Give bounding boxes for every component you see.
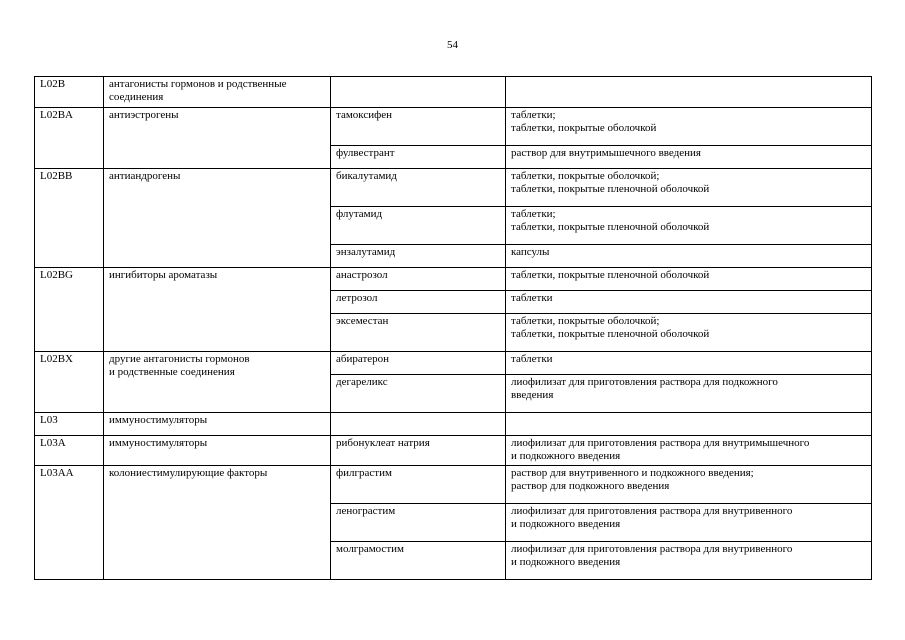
drug-name — [331, 413, 506, 436]
drug-classification-table — [34, 76, 872, 580]
group-name: иммуностимуляторы — [104, 436, 331, 466]
dosage-forms — [506, 268, 872, 291]
drug-name: бикалутамид — [331, 169, 506, 207]
group-name: ингибиторы ароматазы — [104, 268, 331, 352]
dosage-form-line: таблетки, покрытые пленочной оболочкой — [511, 221, 710, 233]
atc-code: L02BB — [35, 169, 104, 268]
table-row — [35, 413, 872, 436]
dosage-form-line: раствор для подкожного введения — [511, 480, 670, 492]
dosage-forms — [506, 291, 872, 314]
table-row — [35, 77, 872, 108]
atc-code: L02BA — [35, 108, 104, 169]
group-name: иммуностимуляторы — [104, 413, 331, 436]
atc-code: L02B — [35, 77, 104, 108]
dosage-form-line: лиофилизат для приготовления раствора для подкожного — [511, 376, 778, 388]
table-row — [35, 466, 872, 504]
dosage-form-line: таблетки; — [511, 109, 556, 121]
dosage-form-line: таблетки, покрытые пленочной оболочкой — [511, 183, 710, 195]
drug-name — [331, 77, 506, 108]
group-name-line: и родственные соединения — [109, 366, 235, 378]
dosage-form-line: таблетки, покрытые пленочной оболочкой — [511, 269, 710, 281]
dosage-form-line: капсулы — [511, 246, 550, 258]
drug-name: дегареликс — [331, 375, 506, 413]
dosage-forms — [506, 245, 872, 268]
dosage-forms — [506, 542, 872, 580]
table-row — [35, 268, 872, 291]
dosage-form-line: таблетки, покрытые оболочкой; — [511, 170, 660, 182]
drug-name: рибонуклеат натрия — [331, 436, 506, 466]
drug-name: тамоксифен — [331, 108, 506, 146]
drug-name: флутамид — [331, 207, 506, 245]
dosage-form-line: лиофилизат для приготовления раствора для внутривенного — [511, 543, 793, 555]
atc-code: L02BG — [35, 268, 104, 352]
table-row — [35, 169, 872, 207]
atc-code: L03AA — [35, 466, 104, 580]
group-name: антагонисты гормонов и родственные соединения — [104, 77, 331, 108]
dosage-form-line: и подкожного введения — [511, 518, 621, 530]
dosage-forms — [506, 108, 872, 146]
drug-name: молграмостим — [331, 542, 506, 580]
dosage-forms — [506, 436, 872, 466]
dosage-form-line: таблетки, покрытые оболочкой — [511, 122, 657, 134]
drug-name: анастрозол — [331, 268, 506, 291]
dosage-form-line: таблетки — [511, 292, 553, 304]
drug-name: эксеместан — [331, 314, 506, 352]
dosage-form-line: таблетки, покрытые пленочной оболочкой — [511, 328, 710, 340]
drug-name: летрозол — [331, 291, 506, 314]
dosage-form-line: таблетки — [511, 353, 553, 365]
drug-name: абиратерон — [331, 352, 506, 375]
dosage-forms — [506, 375, 872, 413]
atc-code: L02BX — [35, 352, 104, 413]
drug-name: фулвестрант — [331, 146, 506, 169]
drug-name: энзалутамид — [331, 245, 506, 268]
group-name — [104, 352, 331, 413]
table-row — [35, 352, 872, 375]
dosage-form-line: и подкожного введения — [511, 450, 621, 462]
dosage-form-line: введения — [511, 389, 554, 401]
dosage-forms — [506, 77, 872, 108]
dosage-forms — [506, 504, 872, 542]
table-row — [35, 108, 872, 146]
group-name: антиэстрогены — [104, 108, 331, 169]
group-name: антиандрогены — [104, 169, 331, 268]
drug-name: филграстим — [331, 466, 506, 504]
group-name: колониестимулирующие факторы — [104, 466, 331, 580]
dosage-forms — [506, 146, 872, 169]
atc-code: L03 — [35, 413, 104, 436]
dosage-forms — [506, 413, 872, 436]
dosage-forms — [506, 169, 872, 207]
group-name-line: другие антагонисты гормонов — [109, 353, 250, 365]
dosage-forms — [506, 352, 872, 375]
dosage-form-line: лиофилизат для приготовления раствора для внутривенного — [511, 505, 793, 517]
drug-name: ленограстим — [331, 504, 506, 542]
dosage-forms — [506, 314, 872, 352]
atc-code: L03A — [35, 436, 104, 466]
dosage-form-line: таблетки, покрытые оболочкой; — [511, 315, 660, 327]
table-row — [35, 436, 872, 466]
dosage-forms — [506, 466, 872, 504]
dosage-form-line: и подкожного введения — [511, 556, 621, 568]
dosage-form-line: раствор для внутримышечного введения — [511, 147, 701, 159]
dosage-forms — [506, 207, 872, 245]
page-number: 54 — [447, 39, 458, 51]
dosage-form-line: лиофилизат для приготовления раствора для внутримышечного — [511, 437, 810, 449]
dosage-form-line: таблетки; — [511, 208, 556, 220]
dosage-form-line: раствор для внутривенного и подкожного введения; — [511, 467, 754, 479]
